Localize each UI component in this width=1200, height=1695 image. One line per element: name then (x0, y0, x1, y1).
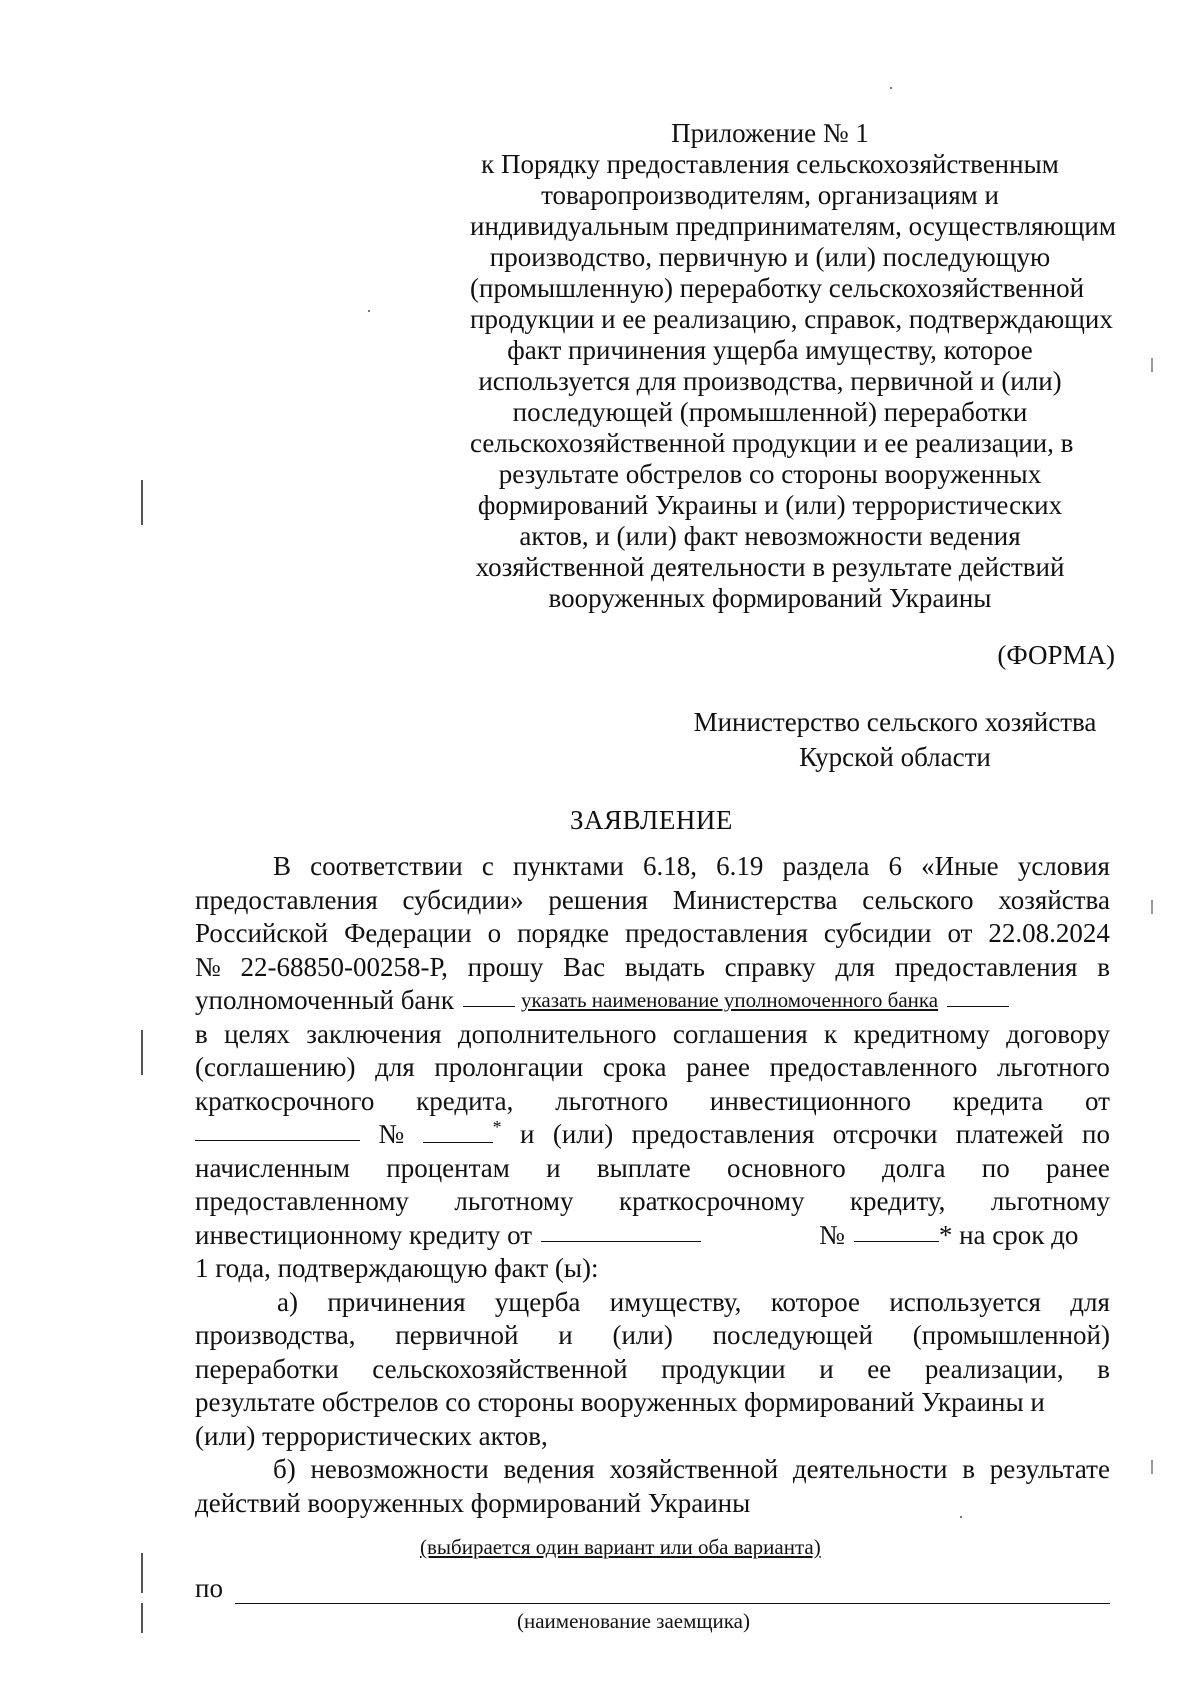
word: ранее (686, 1052, 751, 1082)
word: кредита (952, 1085, 1044, 1116)
word: (или) (612, 1320, 673, 1350)
word: Министерства (672, 884, 838, 915)
body-line (195, 1185, 1110, 1219)
word: субсидии (823, 918, 932, 948)
word: выплате (596, 1152, 691, 1183)
scan-artifact-mark (141, 1030, 143, 1075)
word: в (195, 1018, 208, 1049)
word: предоставления (894, 951, 1078, 982)
body-line (195, 1152, 1110, 1186)
form-label: (ФОРМА) (997, 640, 1115, 670)
word: платежей (955, 1119, 1064, 1149)
word: соответствии (310, 851, 463, 881)
word: предоставления (625, 918, 808, 948)
word: процентам (386, 1152, 510, 1183)
word: раздела (782, 851, 870, 881)
word: для (835, 951, 875, 982)
word: от (1085, 1085, 1110, 1116)
word: Российской (195, 918, 329, 948)
word: пролонгации (434, 1052, 584, 1082)
word: предоставленному (195, 1186, 409, 1216)
word: № (195, 951, 221, 982)
word: предоставленного (769, 1052, 978, 1082)
word: краткосрочному (618, 1186, 805, 1216)
option-a-text: (или) террористических актов, (195, 1420, 548, 1451)
word: основного (727, 1152, 846, 1183)
word: к (824, 1018, 838, 1049)
borrower-row (195, 1573, 1110, 1604)
invest-credit-prefix: инвестиционному кредиту от (195, 1219, 533, 1250)
word: долга (882, 1152, 946, 1183)
body-line (195, 1252, 1110, 1286)
word: в (1097, 1353, 1110, 1384)
appendix-line: продукции и ее реализацию, справок, подтверждающих (470, 304, 1113, 334)
appendix-line: Приложение № 1 (671, 118, 869, 148)
body-line (195, 1018, 1110, 1052)
word: субсидии» (402, 884, 524, 915)
body-line (195, 850, 1110, 884)
word: причинения (327, 1286, 466, 1317)
word: пунктами (512, 851, 624, 881)
word: 6.18, (642, 851, 697, 881)
appendix-line: индивидуальным предпринимателям, осуществляющим (470, 211, 1116, 241)
word: условия (1017, 851, 1110, 881)
option-b-line (195, 1453, 1110, 1487)
word: а) (277, 1286, 298, 1317)
word: соглашения (672, 1018, 808, 1049)
option-a-line (195, 1386, 1110, 1420)
scan-artifact-mark (141, 480, 143, 525)
word: 6.19 (716, 851, 764, 881)
appendix-line: хозяйственной деятельности в результате действий (475, 552, 1065, 582)
borrower-hint: (наименование заемщика) (517, 1609, 750, 1633)
word: льготного (996, 1052, 1110, 1082)
word: 6 (888, 851, 902, 881)
word: льготному (454, 1186, 574, 1216)
word: срока (602, 1052, 667, 1082)
word: отсрочки (832, 1119, 938, 1149)
option-a-line (195, 1286, 1110, 1320)
word: переработки (195, 1353, 339, 1384)
scan-artifact-mark (1151, 1460, 1153, 1474)
body-line (195, 917, 1110, 951)
word: в (962, 1454, 975, 1484)
word: решения (548, 884, 648, 915)
word: для (375, 1052, 415, 1082)
word: инвестиционного (709, 1085, 911, 1116)
word: 22.08.2024 (988, 918, 1110, 948)
word: начисленным (195, 1152, 350, 1183)
word: целях (224, 1018, 290, 1049)
blank-line (463, 984, 515, 1007)
word: Федерации (344, 918, 472, 948)
appendix-line: сельскохозяйственной продукции и ее реализации, в (470, 428, 1074, 458)
blank-line (947, 984, 1009, 1007)
borrower-prefix: по (195, 1573, 223, 1603)
option-b-line (195, 1487, 1110, 1521)
option-b-text: действий вооруженных формирований Украины (195, 1487, 751, 1518)
word: невозможности (310, 1454, 489, 1484)
word: кредиту, (849, 1186, 946, 1216)
word: (или) (552, 1119, 614, 1149)
appendix-header (470, 118, 1116, 614)
option-a-line (195, 1420, 1110, 1454)
document-title: ЗАЯВЛЕНИЕ (570, 805, 733, 835)
body-line (195, 951, 1110, 985)
term-suffix: * на срок до (938, 1219, 1079, 1250)
scan-artifact-mark (1151, 900, 1153, 914)
word: сельскохозяйственной (372, 1353, 628, 1384)
word: порядке (517, 918, 610, 948)
number-sign: № (378, 1119, 405, 1149)
word: деятельности (792, 1454, 948, 1484)
word: используется (889, 1286, 1041, 1317)
word: которое (770, 1286, 860, 1317)
word: ее (867, 1353, 892, 1384)
date-blank[interactable] (541, 1219, 701, 1242)
borrower-name-blank[interactable] (235, 1581, 1110, 1604)
word: ущерба (494, 1286, 581, 1317)
appendix-line: к Порядку предоставления сельскохозяйственным (481, 149, 1059, 179)
body-line-invest-credit (195, 1219, 1110, 1253)
word: кредита, (416, 1085, 514, 1116)
word: ранее (1046, 1152, 1110, 1183)
word: предоставления (631, 1119, 815, 1149)
fact-intro: 1 года, подтверждающую факт (ы): (195, 1253, 599, 1283)
appendix-line: актов, и (или) факт невозможности ведения (519, 521, 1021, 551)
word: выдать (624, 951, 705, 982)
word: ведения (503, 1454, 595, 1484)
word: б) (273, 1454, 296, 1484)
word: для (1070, 1286, 1110, 1317)
addressee-line: Министерство сельского хозяйства (693, 707, 1097, 737)
body-line-credit-number (195, 1118, 1110, 1152)
bank-prefix: уполномоченный банк (195, 985, 454, 1015)
word: результате (989, 1454, 1110, 1484)
word: краткосрочного (195, 1085, 375, 1116)
word: (промышленной) (912, 1320, 1110, 1350)
word: с (481, 851, 494, 881)
body-line (195, 1085, 1110, 1119)
appendix-line: производство, первичную и (или) последующую (489, 242, 1051, 272)
word: договору (1006, 1018, 1110, 1049)
word: имуществу, (609, 1286, 742, 1317)
word: (соглашению) (195, 1052, 356, 1082)
word: и (546, 1152, 561, 1183)
word: о (487, 918, 502, 948)
word: по (981, 1152, 1010, 1183)
word: прошу (467, 951, 544, 982)
word: сельского (862, 884, 974, 915)
word: «Иные (921, 851, 999, 881)
appendix-line: результате обстрелов со стороны вооруженных (498, 459, 1042, 489)
word: заключения (306, 1018, 442, 1049)
appendix-line: (промышленную) переработку сельскохозяйственной (470, 273, 1085, 303)
word: Вас (563, 951, 606, 982)
bank-name-placeholder[interactable]: указать наименование уполномоченного банка (520, 988, 939, 1012)
number-blank[interactable] (423, 1120, 493, 1143)
word: В (273, 851, 292, 881)
appendix-line: формирований Украины и (или) террористических (477, 490, 1063, 520)
word: последующей (712, 1320, 873, 1350)
scan-artifact-dot (890, 87, 892, 89)
word: производства, (195, 1320, 356, 1350)
appendix-line: вооруженных формирований Украины (548, 583, 992, 613)
word: льготному (990, 1186, 1110, 1216)
word: кредитному (853, 1018, 990, 1049)
option-a-text: результате обстрелов со стороны вооруженных формирований Украины и (195, 1387, 1045, 1417)
word: от (947, 918, 973, 948)
word: продукции (661, 1353, 786, 1384)
word: 22-68850-00258-Р, (240, 951, 448, 982)
scan-artifact-mark (141, 1603, 143, 1633)
word: по (1082, 1119, 1110, 1149)
word: хозяйственной (609, 1454, 779, 1484)
option-a-line (195, 1319, 1110, 1353)
word: дополнительного (457, 1018, 657, 1049)
option-a-line (195, 1353, 1110, 1387)
addressee (680, 705, 1110, 775)
word: справку (724, 951, 816, 982)
appendix-line: используется для производства, первичной и (или) (478, 366, 1062, 396)
number-sign: № (819, 1219, 845, 1250)
word: предоставления (195, 884, 378, 915)
body-line (195, 884, 1110, 918)
word: и (519, 1119, 535, 1149)
scan-artifact-mark (141, 1553, 143, 1593)
word: в (1097, 951, 1110, 982)
date-blank[interactable] (195, 1118, 360, 1141)
number-blank[interactable] (854, 1219, 939, 1242)
scan-artifact-dot (368, 310, 370, 312)
variant-hint: (выбирается один вариант или оба варианта) (420, 1535, 821, 1559)
word: и (558, 1320, 573, 1350)
word: реализации, (924, 1353, 1064, 1384)
scan-artifact-mark (1151, 358, 1153, 372)
footnote-star: * (492, 1117, 502, 1137)
word: льготного (555, 1085, 669, 1116)
word: первичной (395, 1320, 519, 1350)
word: хозяйства (998, 884, 1110, 915)
body-line (195, 1051, 1110, 1085)
appendix-line: факт причинения ущерба имуществу, которое (507, 335, 1033, 365)
appendix-line: товаропроизводителям, организациям и (541, 180, 999, 210)
statement-body (195, 850, 1110, 1520)
body-line-bank (195, 984, 1110, 1018)
appendix-line: последующей (промышленной) переработки (512, 397, 1028, 427)
addressee-line: Курской области (799, 742, 991, 772)
word: и (819, 1353, 834, 1384)
